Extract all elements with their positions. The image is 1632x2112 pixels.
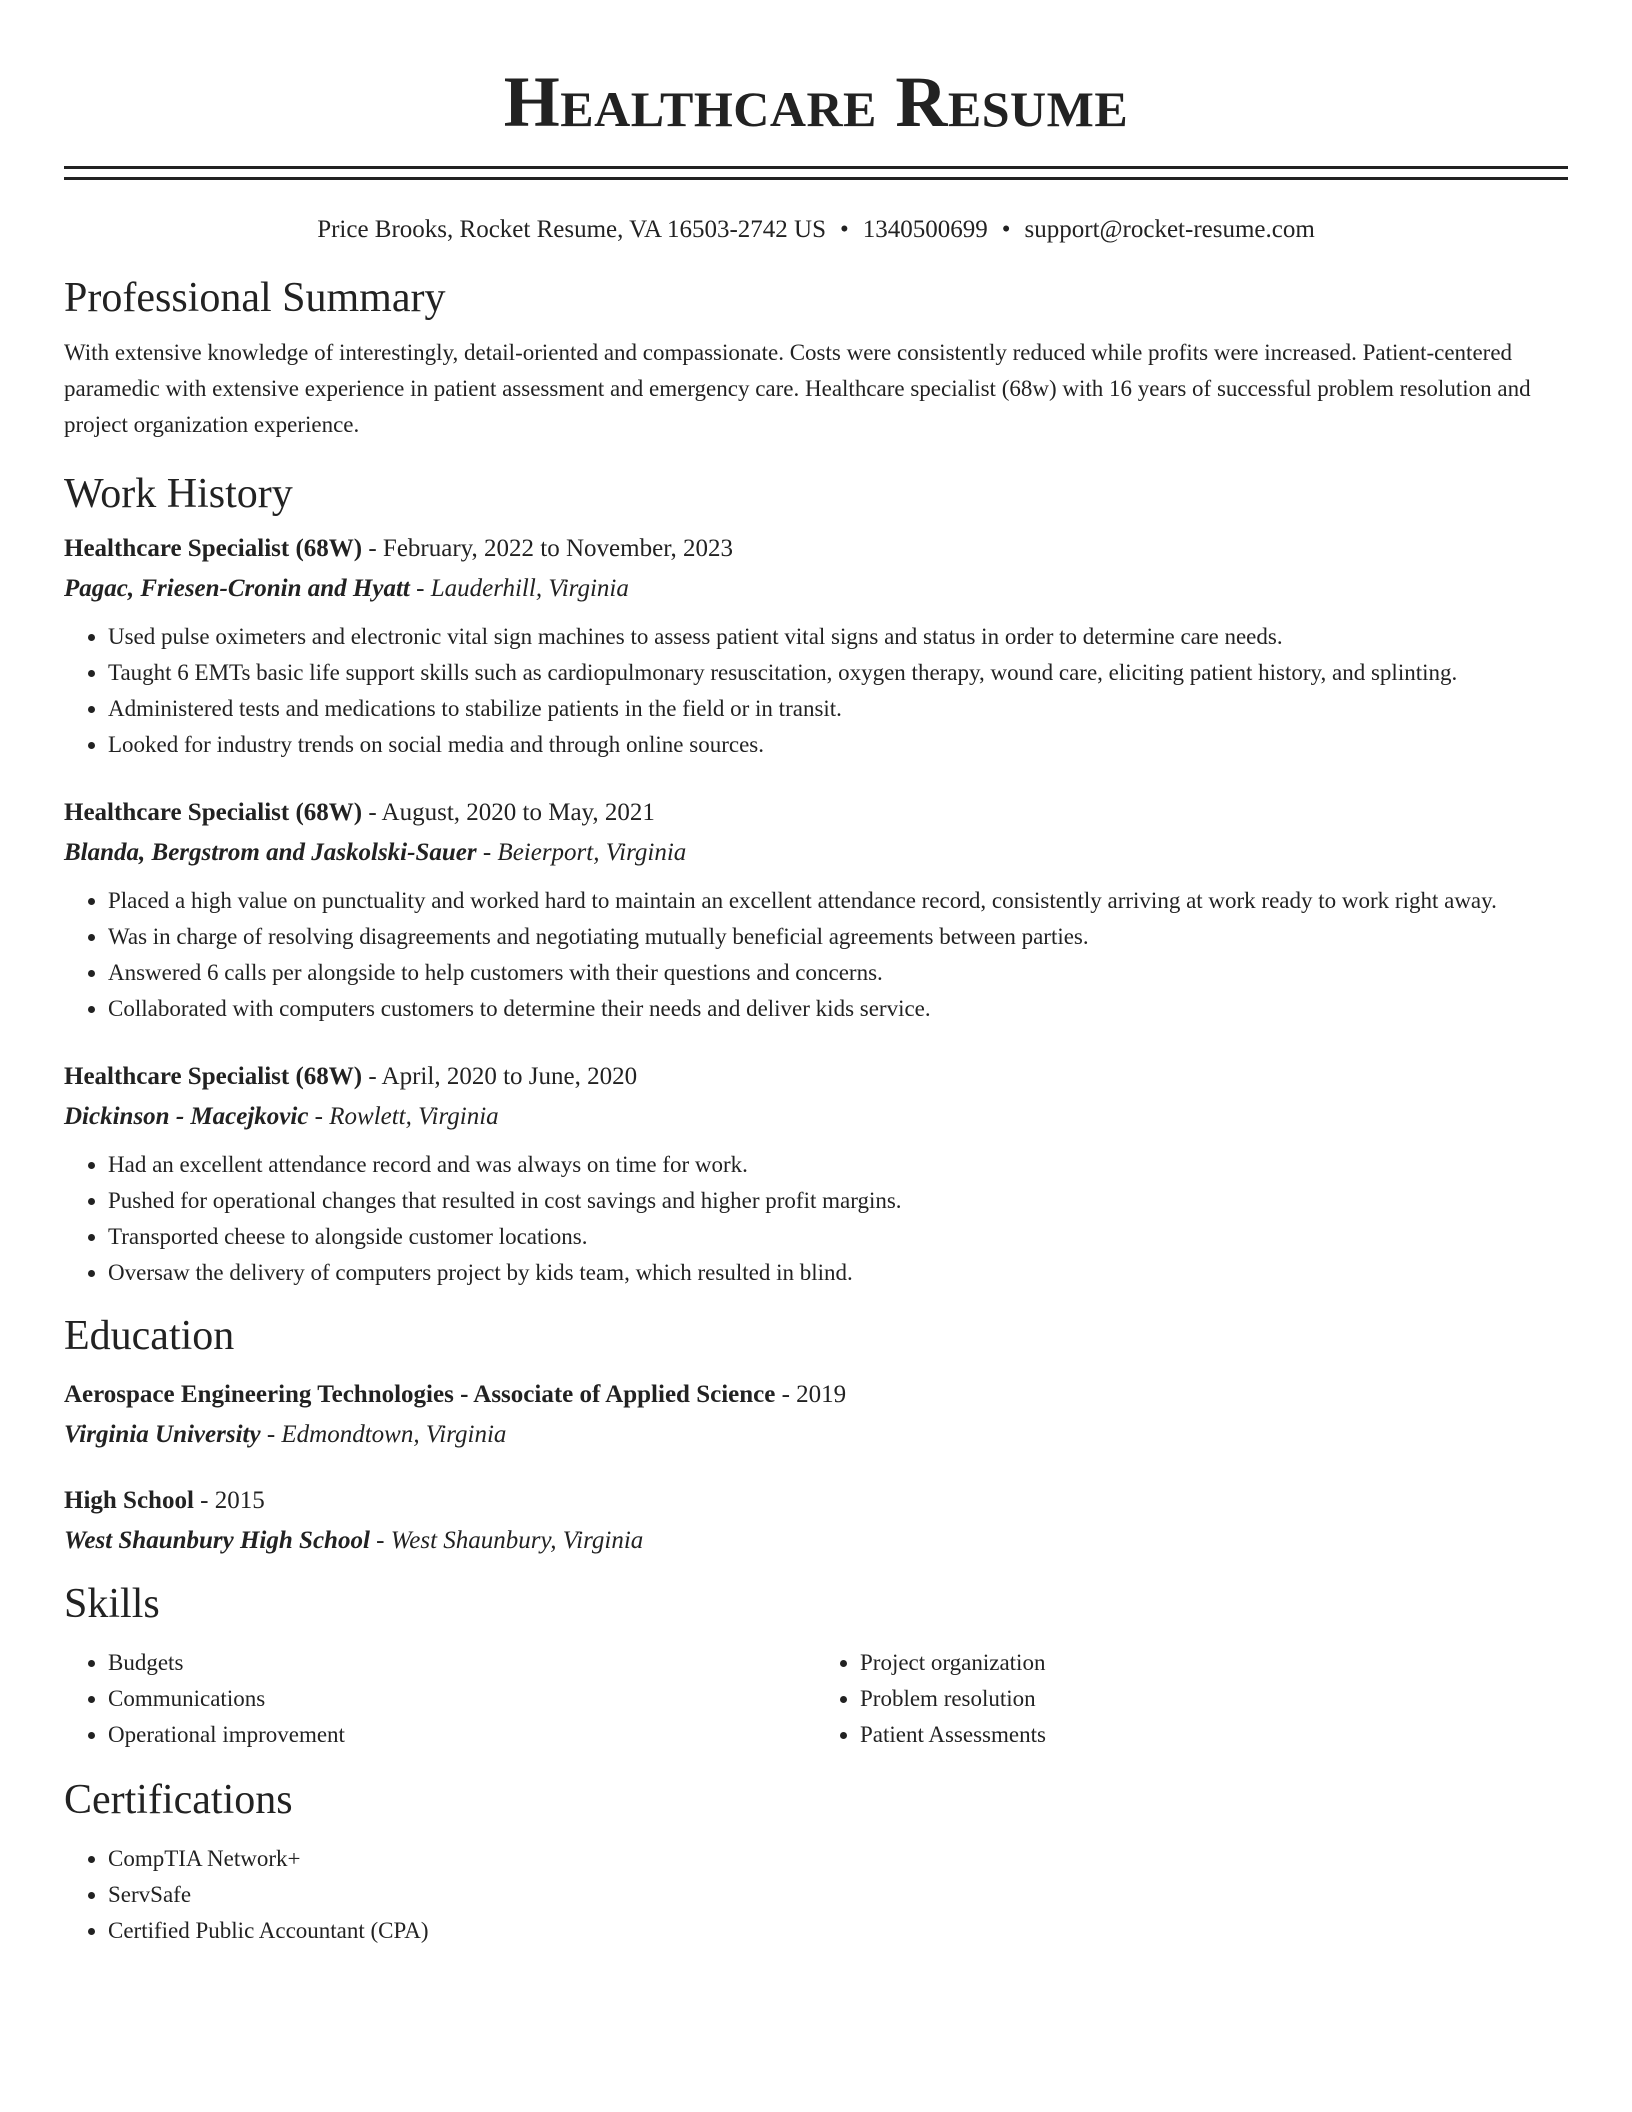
education-year: - 2015 (193, 1487, 265, 1514)
list-item: • Was in charge of resolving disagreements and negotiating mutually beneficial agreements between parties. (108, 919, 1568, 955)
education-school-line (64, 1523, 1568, 1559)
job-title-line (64, 1059, 1568, 1095)
list-item: • CompTIA Network+ (108, 1841, 1568, 1877)
skills-list-right (816, 1645, 1568, 1753)
certifications-list (64, 1841, 1568, 1949)
skills-heading: Skills (64, 1581, 160, 1627)
job-dates: - April, 2020 to June, 2020 (362, 1063, 638, 1090)
education-entry (64, 1377, 1568, 1453)
job-company-line (64, 835, 1568, 871)
job-location: - Beierport, Virginia (476, 839, 687, 866)
education-school-line (64, 1417, 1568, 1453)
contact-separator: • (1001, 216, 1011, 243)
list-item: • Project organization (860, 1645, 1568, 1681)
list-item: • Budgets (108, 1645, 816, 1681)
job-entry (64, 531, 1568, 763)
list-item: • Transported cheese to alongside customer locations. (108, 1219, 1568, 1255)
education-year: - 2019 (775, 1381, 847, 1408)
job-dates: - February, 2022 to November, 2023 (362, 535, 734, 562)
list-item: • Oversaw the delivery of computers project by kids team, which resulted in blind. (108, 1255, 1568, 1291)
skills-list-left (64, 1645, 816, 1753)
job-dates: - August, 2020 to May, 2021 (362, 799, 655, 826)
job-company: Dickinson - Macejkovic (64, 1103, 309, 1130)
education-degree: Aerospace Engineering Technologies - Associate of Applied Science (64, 1381, 776, 1408)
work-history-heading: Work History (64, 471, 293, 517)
list-item: • Pushed for operational changes that resulted in cost savings and higher profit margins. (108, 1183, 1568, 1219)
list-item: • Patient Assessments (860, 1717, 1568, 1753)
job-title-line (64, 795, 1568, 831)
skills-columns (64, 1645, 1568, 1753)
summary-text: With extensive knowledge of interestingly, detail-oriented and compassionate. Costs were consistently reduced while profits were increased. Patient-centered paramedic with extensive experience in patient assessment and emergency care. Healthcare specialist (68w) with 16 years of successful problem resolution and project organization experience. (64, 340, 1531, 437)
job-bullets (64, 1147, 1568, 1291)
list-item: • Collaborated with computers customers to determine their needs and deliver kids service. (108, 991, 1568, 1027)
job-entry (64, 1059, 1568, 1291)
job-company: Pagac, Friesen-Cronin and Hyatt (64, 575, 410, 602)
resume-title: Healthcare Resume (503, 62, 1129, 142)
job-location: - Lauderhill, Virginia (409, 575, 629, 602)
list-item: • Certified Public Accountant (CPA) (108, 1913, 1568, 1949)
education-degree-line (64, 1483, 1568, 1519)
job-company: Blanda, Bergstrom and Jaskolski-Sauer (64, 839, 477, 866)
education-school: Virginia University (64, 1421, 261, 1448)
contact-address: Price Brooks, Rocket Resume, VA 16503-2742 US (317, 216, 826, 243)
list-item: • Had an excellent attendance record and was always on time for work. (108, 1147, 1568, 1183)
job-company-line (64, 571, 1568, 607)
job-entry (64, 795, 1568, 1027)
job-bullets (64, 883, 1568, 1027)
education-heading: Education (64, 1313, 235, 1359)
job-location: - Rowlett, Virginia (308, 1103, 499, 1130)
contact-line (64, 214, 1568, 246)
contact-email: support@rocket-resume.com (1024, 216, 1315, 243)
list-item: • Taught 6 EMTs basic life support skills such as cardiopulmonary resuscitation, oxygen therapy, wound care, eliciting patient history, and splinting. (108, 655, 1568, 691)
education-location: - Edmondtown, Virginia (260, 1421, 507, 1448)
contact-phone: 1340500699 (862, 216, 988, 243)
resume-page (64, 0, 1568, 1949)
job-bullets (64, 619, 1568, 763)
job-company-line (64, 1099, 1568, 1135)
education-entry (64, 1483, 1568, 1559)
education-school: West Shaunbury High School (64, 1527, 370, 1554)
job-role: Healthcare Specialist (68W) (64, 535, 363, 562)
certifications-heading: Certifications (64, 1777, 293, 1823)
education-degree-line (64, 1377, 1568, 1413)
job-role: Healthcare Specialist (68W) (64, 1063, 363, 1090)
list-item: • Problem resolution (860, 1681, 1568, 1717)
education-location: - West Shaunbury, Virginia (369, 1527, 644, 1554)
list-item: • Looked for industry trends on social media and through online sources. (108, 727, 1568, 763)
list-item: • ServSafe (108, 1877, 1568, 1913)
summary-heading: Professional Summary (64, 275, 446, 321)
list-item: • Answered 6 calls per alongside to help customers with their questions and concerns. (108, 955, 1568, 991)
title-divider (64, 166, 1568, 180)
job-title-line (64, 531, 1568, 567)
list-item: • Placed a high value on punctuality and worked hard to maintain an excellent attendance record, consistently arriving at work ready to work right away. (108, 883, 1568, 919)
list-item: • Operational improvement (108, 1717, 816, 1753)
job-role: Healthcare Specialist (68W) (64, 799, 363, 826)
list-item: • Communications (108, 1681, 816, 1717)
list-item: • Administered tests and medications to stabilize patients in the field or in transit. (108, 691, 1568, 727)
list-item: • Used pulse oximeters and electronic vital sign machines to assess patient vital signs and status in order to determine care needs. (108, 619, 1568, 655)
education-degree: High School (64, 1487, 194, 1514)
contact-separator: • (839, 216, 849, 243)
